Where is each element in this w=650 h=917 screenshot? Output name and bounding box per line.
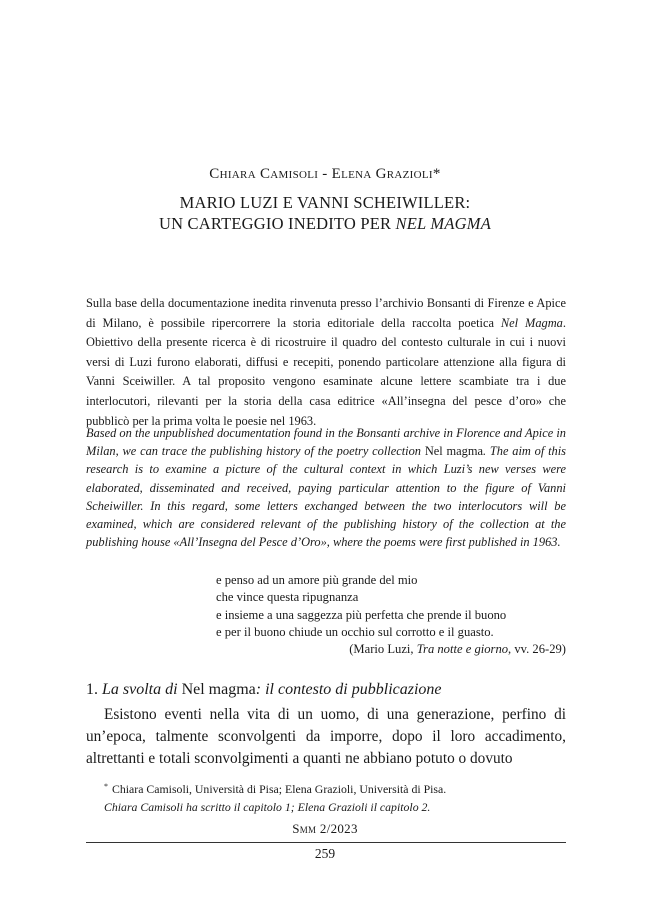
footnote-mark: *: [104, 782, 108, 791]
epigraph-poem: [216, 572, 566, 658]
poem-line: e insieme a una saggezza più perfetta che prende il buono: [216, 607, 507, 622]
poem-cite-prefix: (Mario Luzi,: [349, 642, 417, 657]
abstract-italian-italic: Nel Magma: [500, 315, 563, 330]
abstract-english-part1: Based on the unpublished documentation found in the Bonsanti archive in Florence and Apice in Milan, we can trace the publishing history of the poetry collection: [86, 426, 566, 459]
poem-line: che vince questa ripugnanza: [216, 590, 359, 605]
abstract-english-part2: . The aim of this research is to examine a picture of the cultural context in which Luzi’s new verses were elaborated, disseminated and received, paying particular attention to the figure of Vanni Scheiwiller. In this regard, some letters exchanged between the two interlocutors will be examined, which are considered relevant of the publishing history of the collection at the publishing house «All’Insegna del Pesce d’Oro», where the poems were first published in 1963.: [86, 444, 567, 550]
journal-name: Smm 2/2023: [292, 821, 358, 836]
authors-line: Chiara Camisoli - Elena Grazioli*: [209, 166, 441, 182]
title-line-1: MARIO LUZI E VANNI SCHEIWILLER:: [179, 193, 471, 212]
abstract-english-upright: Nel magma: [424, 444, 483, 459]
body-paragraph: Esistono eventi nella vita di un uomo, di una generazione, perfino di un’epoca, talmente sconvolgenti da imporre, dopo il loro accadimento, altrettanti e totali sconvolgimenti a quanti ne abbiano potuto o dovuto: [86, 706, 566, 767]
poem-line: e per il buono chiude un occhio sul corrotto e il guasto.: [216, 624, 494, 639]
section-italic-2: : il contesto di pubblicazione: [255, 681, 442, 698]
section-heading: [86, 679, 566, 701]
poem-line: e penso ad un amore più grande del mio: [216, 573, 418, 587]
article-title: [0, 192, 650, 234]
section-upright: Nel magma: [181, 681, 256, 698]
footnote-line-2: Chiara Camisoli ha scritto il capitolo 1; Elena Grazioli il capitolo 2.: [104, 800, 431, 814]
section-italic-1: La svolta di: [102, 681, 182, 698]
page-number: 259: [314, 846, 336, 861]
footer-rule: [86, 842, 566, 843]
title-line-2: [0, 213, 650, 234]
abstract-italian-part2: . Obiettivo della presente ricerca è di ricostruire il quadro del contesto culturale in cui i nuovi versi di Luzi furono elaborati, diffusi e recepiti, ponendo particolare attenzione alla figura di Vanni Sceiwiller. A tal proposito vengono esaminate alcune lettere scambiate tra i due interlocutori, rilevanti per la storia della casa editrice «All’insegna del pesce d’oro» che pubblicò per la prima volta le poesie nel 1963.: [86, 315, 566, 428]
title-line-2-prefix: UN CARTEGGIO INEDITO PER: [159, 214, 396, 233]
poem-cite-suffix: , vv. 26-29): [508, 642, 566, 657]
abstract-italian: [86, 294, 566, 431]
title-line-2-italic: NEL MAGMA: [395, 214, 491, 233]
footnote-text-1: Chiara Camisoli, Università di Pisa; Elena Grazioli, Università di Pisa.: [112, 782, 447, 796]
abstract-italian-part1: Sulla base della documentazione inedita rinvenuta presso l’archivio Bonsanti di Firenze e Apice di Milano, è possibile ripercorrere la storia editoriale della raccolta poetica: [86, 296, 566, 330]
footnote: [104, 778, 566, 816]
abstract-english: [86, 424, 566, 551]
poem-citation: [216, 641, 566, 658]
poem-cite-italic: Tra notte e giorno: [416, 642, 509, 657]
section-number: 1.: [86, 681, 102, 698]
footnote-line-1: [104, 778, 566, 798]
